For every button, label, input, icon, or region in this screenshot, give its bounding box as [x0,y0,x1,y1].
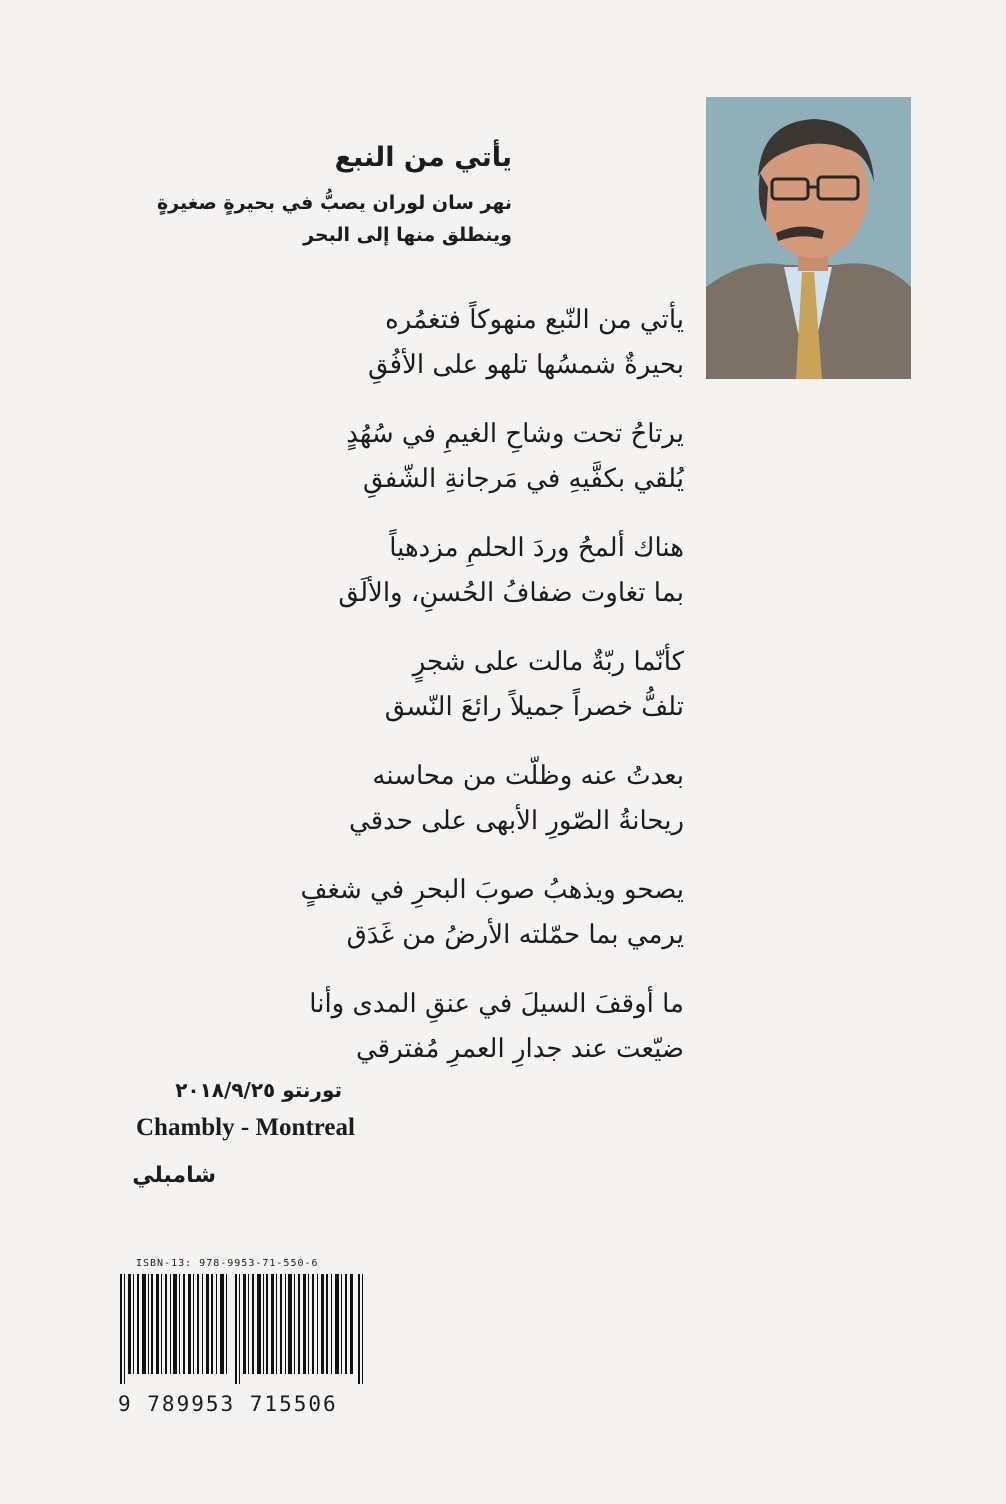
city-date: تورنتو ٢٠١٨/٩/٢٥ [175,1078,342,1102]
verse: يصحو ويذهبُ صوبَ البحرِ في شغفٍ [300,875,684,905]
verse: كأنّما ربّةٌ مالت على شجرٍ [412,647,684,677]
stanza-3 [301,526,684,616]
poem [301,298,684,1096]
stanza-5 [301,754,684,844]
verse: هناك ألمحُ وردَ الحلمِ مزدهياً [389,533,684,563]
intro-line: وينطلق منها إلى البحر [303,224,512,246]
author-photo [706,97,911,379]
verse: تلفُّ خصراً جميلاً رائعَ النّسق [384,692,684,722]
verse: ما أوقفَ السيلَ في عنقِ المدى وأنا [309,989,684,1019]
verse: بعدتُ عنه وظلّت من محاسنه [372,761,684,791]
verse: بحيرةٌ شمسُها تلهو على الأفُقِ [367,350,684,380]
isbn-label: ISBN-13: 978-9953-71-550-6 [136,1258,319,1269]
stanza-1 [301,298,684,388]
stanza-2 [301,412,684,502]
verse: يأتي من النّبع منهوكاً فتغمُره [385,305,684,335]
place-english: Chambly - Montreal [136,1114,355,1141]
verse: بما تغاوت ضفافُ الحُسنِ، والألَق [338,578,684,608]
barcode-digits: 9 789953 715506 [118,1392,338,1416]
intro-line: نهر سان لوران يصبُّ في بحيرةٍ صغيرةٍ [156,192,512,214]
verse: ريحانةُ الصّورِ الأبهى على حدقي [349,806,684,836]
stanza-4 [301,640,684,730]
verse: يرمي بما حمّلته الأرضُ من غَدَق [346,920,684,950]
intro-block [157,142,512,251]
stanza-6 [301,868,684,958]
barcode-icon [118,1274,366,1384]
intro-title: يأتي من النبع [334,142,512,173]
verse: ضيّعت عند جدارِ العمرِ مُفترقي [356,1034,684,1064]
verse: يرتاحُ تحت وشاحِ الغيمِ في سُهُدٍ [346,419,684,449]
place-arabic: شامبلي [132,1163,216,1188]
stanza-7 [301,982,684,1072]
verse: يُلقي بكفَّيهِ في مَرجانةِ الشّفقِ [363,464,684,494]
